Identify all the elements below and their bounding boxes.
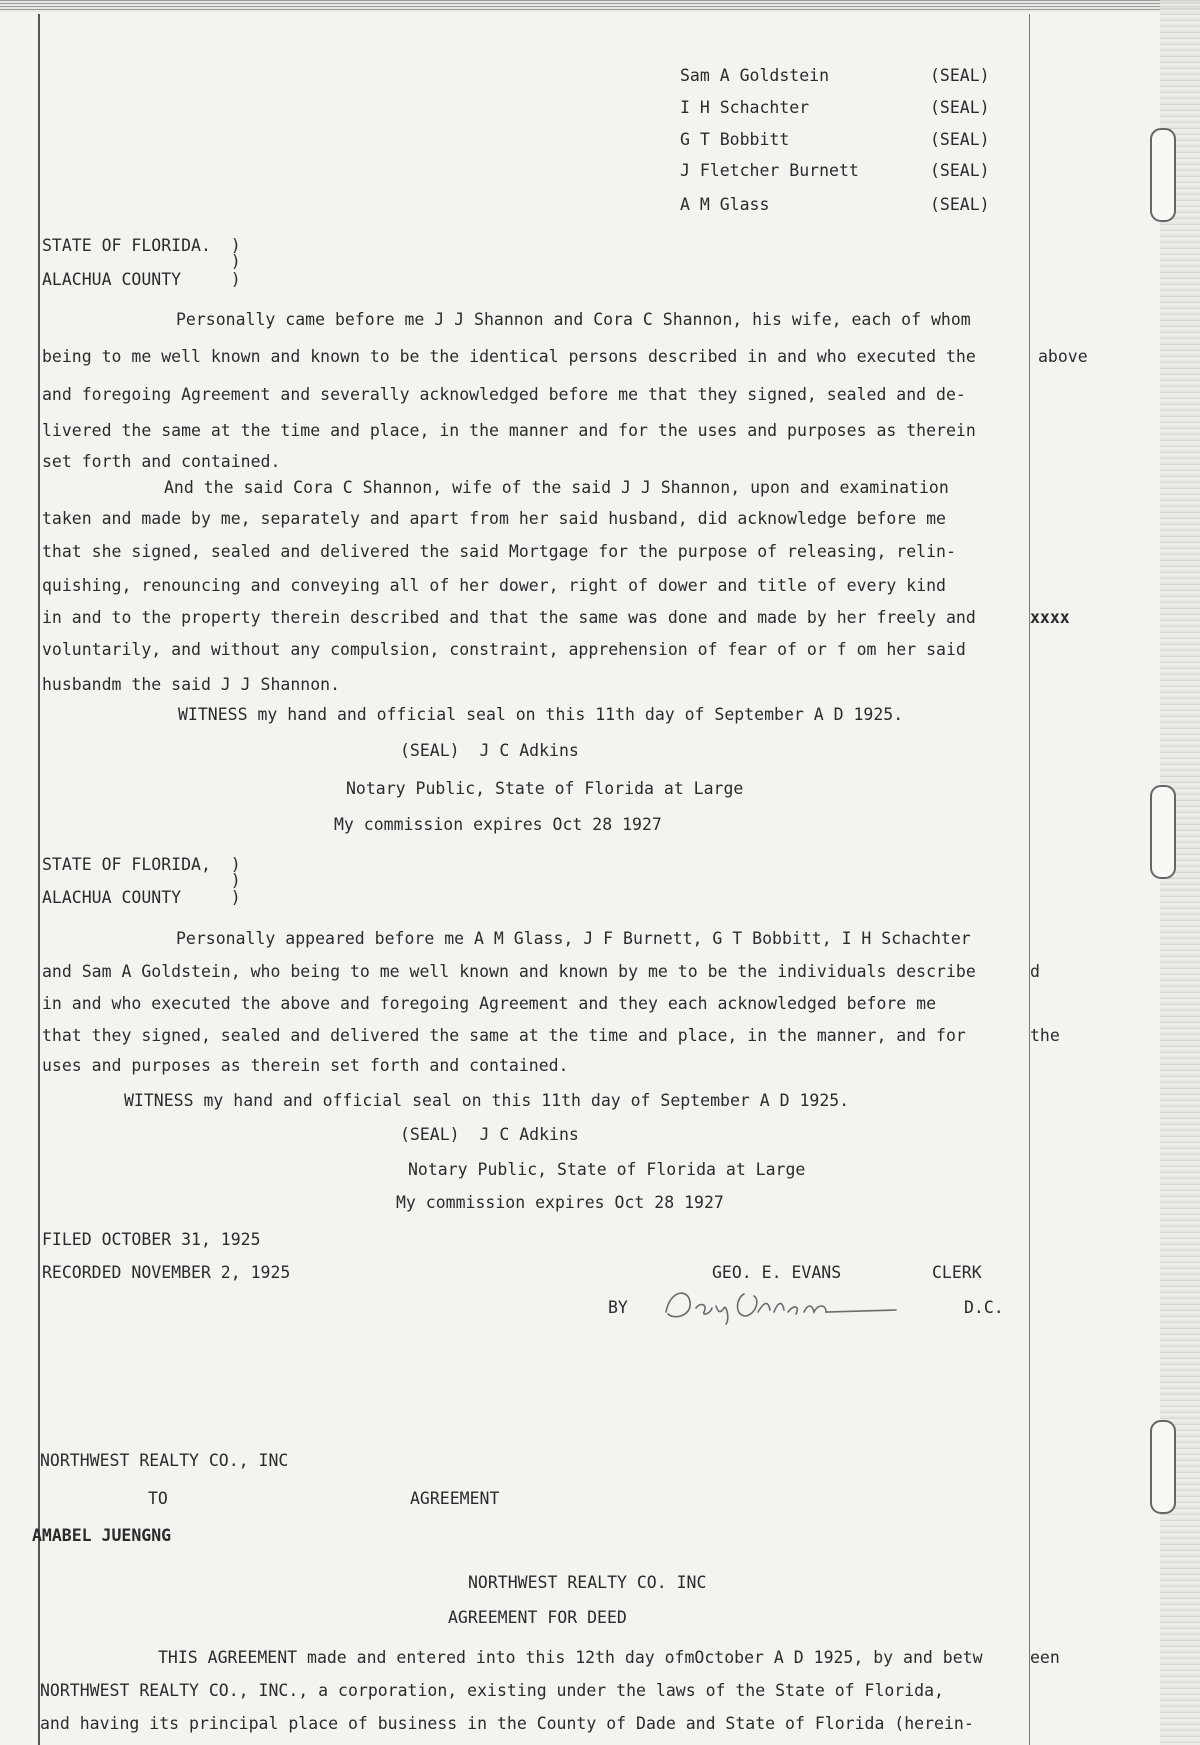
commission-expiry: My commission expires Oct 28 1927	[334, 815, 662, 834]
clerk-title: CLERK	[932, 1263, 982, 1282]
signatory-name: J Fletcher Burnett	[680, 161, 859, 180]
body-line: and foregoing Agreement and severally acknowledged before me that they signed, sealed and de-	[42, 385, 966, 404]
signatory-name: I H Schachter	[680, 98, 810, 117]
binder-hole	[1150, 128, 1176, 222]
seal-label: (SEAL)	[930, 66, 990, 85]
venue-line: ALACHUA COUNTY )	[42, 888, 241, 907]
grantee-party: AMABEL JUENGNG	[32, 1526, 172, 1545]
venue-line: )	[42, 871, 241, 890]
body-line: that she signed, sealed and delivered the said Mortgage for the purpose of releasing, relin-	[42, 542, 956, 561]
body-line: uses and purposes as therein set forth and contained.	[42, 1056, 569, 1075]
body-line: THIS AGREEMENT made and entered into this 12th day ofmOctober A D 1925, by and betw	[158, 1648, 983, 1667]
body-line: and Sam A Goldstein, who being to me well known and known by me to be the individuals describe	[42, 962, 976, 981]
venue-line: )	[42, 252, 241, 271]
body-line: taken and made by me, separately and apart from her said husband, did acknowledge before me	[42, 509, 946, 528]
seal-label: (SEAL)	[930, 98, 990, 117]
filed-date: FILED OCTOBER 31, 1925	[42, 1230, 261, 1249]
body-line: and having its principal place of business in the County of Dade and State of Florida (herein-	[40, 1714, 974, 1733]
body-line: in and to the property therein described and that the same was done and made by her freely and	[42, 608, 976, 627]
body-line: Personally came before me J J Shannon and Cora C Shannon, his wife, each of whom	[176, 310, 971, 329]
by-label: BY	[608, 1298, 628, 1317]
seal-label: (SEAL)	[930, 130, 990, 149]
body-line: livered the same at the time and place, in the manner and for the uses and purposes as therein	[42, 421, 976, 440]
witness-line: WITNESS my hand and official seal on this 11th day of September A D 1925.	[178, 705, 904, 724]
margin-note: the	[1030, 1026, 1060, 1045]
instrument-type: AGREEMENT	[410, 1489, 500, 1508]
left-margin-rule	[38, 14, 40, 1745]
body-line: set forth and contained.	[42, 452, 281, 471]
margin-note: d	[1030, 962, 1040, 981]
strikeout-mark: xxxx	[1030, 608, 1070, 627]
body-line: in and who executed the above and foregoing Agreement and they each acknowledged before me	[42, 994, 937, 1013]
seal-label: (SEAL)	[930, 161, 990, 180]
body-line: Personally appeared before me A M Glass, J F Burnett, G T Bobbitt, I H Schachter	[176, 929, 971, 948]
binder-hole	[1150, 785, 1176, 879]
notary-signature: (SEAL) J C Adkins	[400, 1125, 579, 1144]
margin-note: above	[1038, 347, 1088, 366]
recorded-date: RECORDED NOVEMBER 2, 1925	[42, 1263, 291, 1282]
body-line: being to me well known and known to be the identical persons described in and who executed the	[42, 347, 976, 366]
right-margin-rule	[1029, 14, 1030, 1745]
deputy-clerk-signature	[660, 1282, 910, 1330]
grantor-party: NORTHWEST REALTY CO., INC	[40, 1451, 289, 1470]
margin-note: een	[1030, 1648, 1060, 1667]
notary-title: Notary Public, State of Florida at Large	[408, 1160, 806, 1179]
document-heading: NORTHWEST REALTY CO. INC	[468, 1573, 707, 1592]
signatory-name: G T Bobbitt	[680, 130, 790, 149]
clerk-name: GEO. E. EVANS	[712, 1263, 842, 1282]
body-line: husbandm the said J J Shannon.	[42, 675, 341, 694]
to-label: TO	[148, 1489, 168, 1508]
document-subheading: AGREEMENT FOR DEED	[448, 1608, 627, 1627]
signatory-name: A M Glass	[680, 195, 770, 214]
deputy-clerk-label: D.C.	[964, 1298, 1004, 1317]
venue-line: STATE OF FLORIDA. )	[42, 236, 241, 255]
body-line: voluntarily, and without any compulsion, constraint, apprehension of fear of or f om her said	[42, 640, 966, 659]
venue-line: ALACHUA COUNTY )	[42, 270, 241, 289]
body-line: that they signed, sealed and delivered the same at the time and place, in the manner, and for	[42, 1026, 966, 1045]
signatory-name: Sam A Goldstein	[680, 66, 830, 85]
seal-label: (SEAL)	[930, 195, 990, 214]
witness-line: WITNESS my hand and official seal on this 11th day of September A D 1925.	[124, 1091, 850, 1110]
notary-title: Notary Public, State of Florida at Large	[346, 779, 744, 798]
notary-signature: (SEAL) J C Adkins	[400, 741, 579, 760]
body-line: NORTHWEST REALTY CO., INC., a corporation, existing under the laws of the State of Florida,	[40, 1681, 944, 1700]
binder-hole	[1150, 1420, 1176, 1514]
body-line: quishing, renouncing and conveying all of her dower, right of dower and title of every kind	[42, 576, 946, 595]
page-top-border	[0, 0, 1200, 12]
body-line: And the said Cora C Shannon, wife of the said J J Shannon, upon and examination	[164, 478, 949, 497]
commission-expiry: My commission expires Oct 28 1927	[396, 1193, 724, 1212]
venue-line: STATE OF FLORIDA, )	[42, 855, 241, 874]
